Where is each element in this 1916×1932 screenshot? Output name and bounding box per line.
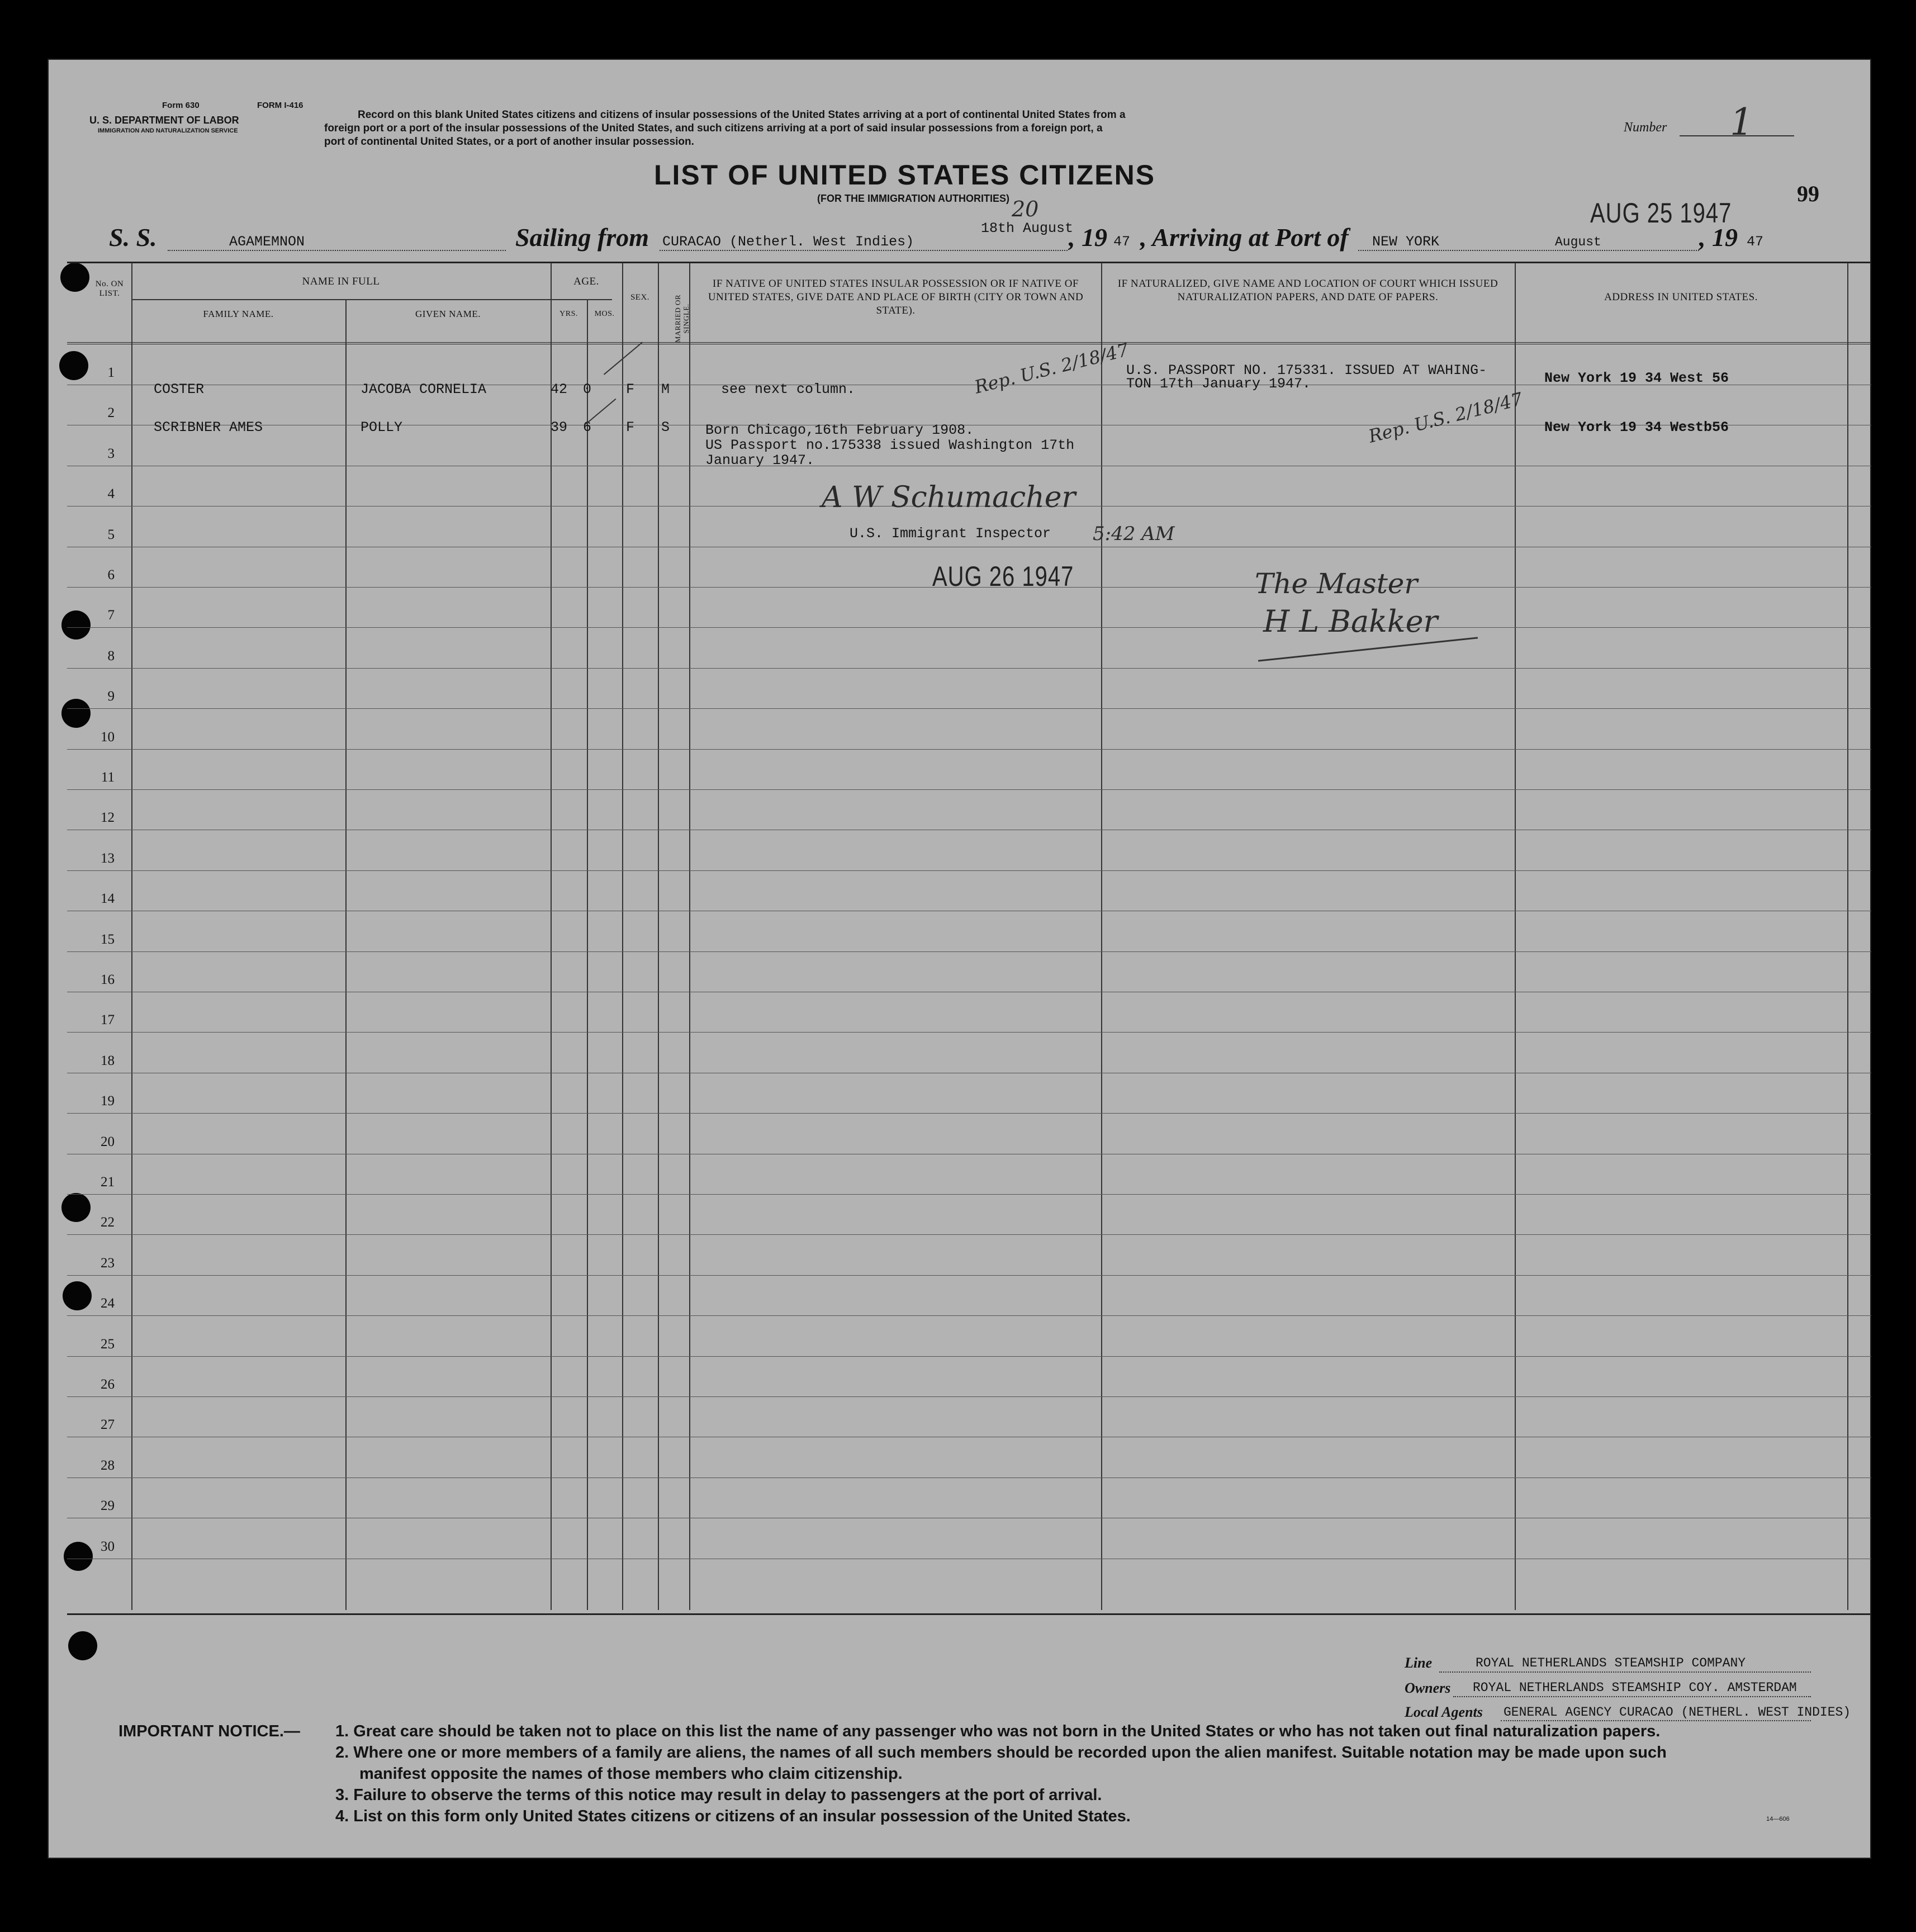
sailing-port: CURACAO (Netherl. West Indies) [662,234,914,250]
notice-item-4: 4. List on this form only United States citizens or citizens of an insular possession of the United States. [335,1807,1131,1825]
arrival-year-prefix: , 19 [1699,223,1738,252]
service: IMMIGRATION AND NATURALIZATION SERVICE [98,127,238,134]
passenger-2-birth-line3: January 1947. [705,452,815,468]
passenger-2-birth-line1: Born Chicago,16th February 1908. [705,422,974,438]
punch-hole [68,1631,97,1660]
row-number: 20 [101,1134,115,1149]
row-rule [67,1032,1871,1033]
notice-heading: IMPORTANT NOTICE.— [118,1722,300,1740]
passenger-2-address: New York 19 34 Westb56 [1544,419,1729,435]
passenger-1-naturalization-line1: U.S. PASSPORT NO. 175331. ISSUED AT WAHING- [1126,362,1487,378]
age-header-divider [551,299,612,300]
arrival-month: August [1555,235,1601,249]
row-rule [67,1113,1871,1114]
col-header-married: MARRIED OR SINGLE. [674,294,690,343]
agents-name: GENERAL AGENCY CURACAO (NETHERL. WEST INDIES) [1504,1705,1851,1720]
row-number: 28 [101,1458,115,1473]
inspection-date-stamp: AUG 26 1947 [932,561,1074,593]
sailing-label: Sailing from [515,223,649,252]
print-code: 14—606 [1766,1816,1790,1822]
passenger-1-age-months: 0 [583,381,592,397]
page-title: LIST OF UNITED STATES CITIZENS [654,159,1156,191]
passenger-1-family-name: COSTER [154,381,205,397]
column-rule [1515,263,1516,1610]
ship-line [168,250,506,251]
instructions-line: Record on this blank United States citizens and citizens of insular possessions of the United States arriving at a port of continental United States from a [358,109,1126,121]
row-number: 25 [101,1337,115,1352]
instructions [324,108,1554,149]
passenger-2-family-name: SCRIBNER AMES [154,419,263,435]
row-number: 3 [107,446,115,461]
notice-item-1: 1. Great care should be taken not to place on this list the name of any passenger who was not born in the United States or who has not taken out final naturalization papers. [335,1722,1661,1740]
column-rule [1101,263,1102,1610]
notice-items [335,1721,1844,1827]
row-rule [67,870,1871,871]
row-rule [67,1315,1871,1316]
row-number: 1 [107,365,115,380]
row-number: 5 [107,527,115,542]
row-number: 12 [101,810,115,825]
name-header-divider [131,299,551,300]
row-number: 17 [101,1012,115,1027]
row-number: 9 [107,689,115,704]
column-rule [622,263,623,1610]
form-id: FORM I-416 [257,101,303,110]
row-number: 21 [101,1175,115,1190]
passenger-1-address: New York 19 34 West 56 [1544,370,1729,386]
inspection-time: 5:42 AM [1093,523,1175,545]
column-rule [587,299,588,1610]
row-number: 8 [107,648,115,664]
notice-item-3: 3. Failure to observe the terms of this notice may result in delay to passengers at the port of arrival. [335,1786,1102,1804]
owners-rule [1453,1696,1811,1697]
passenger-1-given-name: JACOBA CORNELIA [361,381,487,397]
row-number: 22 [101,1215,115,1230]
notice-item-2-cont: manifest opposite the names of those members who claim citizenship. [359,1765,903,1783]
passenger-2-sex: F [626,419,635,435]
sailing-year: 47 [1113,234,1131,250]
column-rule [345,299,347,1610]
passenger-1-birth: see next column. [721,381,856,397]
row-rule [67,1194,1871,1195]
col-header-sex: SEX. [630,293,650,302]
row-number: 23 [101,1256,115,1271]
arrival-line [1358,250,1699,251]
form-number: Form 630 [162,101,200,110]
row-rule [67,668,1871,669]
owners-label: Owners [1405,1680,1451,1696]
instructions-line: foreign port or a port of the insular possessions of the United States, and such citizens arriving at a port of said insular possessions from a foreign port, a [324,122,1103,134]
column-rule [658,263,659,1610]
row-rule [67,789,1871,790]
row-number: 10 [101,730,115,745]
line-label: Line [1405,1655,1433,1671]
passenger-2-age-years: 39 [551,419,568,435]
master-label: The Master [1255,567,1418,600]
column-rule [131,263,132,1610]
passenger-1-naturalization-line2: TON 17th January 1947. [1126,376,1311,392]
owners-name: ROYAL NETHERLANDS STEAMSHIP COY. AMSTERDAM [1473,1680,1797,1695]
col-header-age: AGE. [573,276,599,287]
passenger-2-birth-line2: US Passport no.175338 issued Washington 17th [705,437,1075,453]
passenger-table [67,262,1871,1615]
row-number: 13 [101,851,115,866]
row-number: 30 [101,1539,115,1554]
row-number: 16 [101,972,115,987]
col-header-family-name: FAMILY NAME. [203,309,274,319]
notice-item-2: 2. Where one or more members of a family are aliens, the names of all such members should be recorded upon the alien manifest. Suitable notation may be made upon such [335,1744,1667,1761]
arrival-port: NEW YORK [1372,234,1440,250]
row-number: 26 [101,1377,115,1392]
row-number: 18 [101,1053,115,1068]
col-header-given-name: GIVEN NAME. [415,309,481,319]
instructions-line: port of continental United States, or a port of another insular possession. [324,136,694,148]
col-header-naturalized: IF NATURALIZED, GIVE NAME AND LOCATION OF COURT WHICH ISSUED NATURALIZATION PAPERS, AND DATE OF PAPERS. [1117,278,1498,303]
row-number: 19 [101,1093,115,1109]
master-signature: H L Bakker [1263,604,1438,639]
passenger-2-given-name: POLLY [361,419,403,435]
sailing-line [660,250,1068,251]
col-header-name-in-full: NAME IN FULL [302,276,380,287]
arrival-stamp: AUG 25 1947 [1590,198,1732,229]
col-header-mos: MOS. [594,310,615,318]
agents-label: Local Agents [1405,1704,1483,1720]
sailing-date-correction: 20 [1012,197,1039,221]
row-number: 27 [101,1417,115,1432]
column-rule [1847,263,1848,1610]
row-rule [67,1356,1871,1357]
passenger-1-marital-status: M [661,381,670,397]
passenger-1-birth-note: Rep. U.S. 2/18/47 [972,339,1131,398]
row-rule [67,1396,1871,1397]
inspector-signature: A W Schumacher [822,481,1076,514]
passenger-1-naturalization-note: Rep. U.S. 2/18/47 [1366,388,1525,447]
inspector-title: U.S. Immigrant Inspector [850,525,1051,542]
number-label: Number [1624,120,1667,135]
row-number: 4 [107,486,115,501]
page-subtitle: (FOR THE IMMIGRATION AUTHORITIES) [817,193,1009,204]
arriving-label: , Arriving at Port of [1140,223,1349,252]
row-number: 2 [107,405,115,420]
row-number: 7 [107,608,115,623]
column-rule [551,263,552,1610]
number-value: 1 [1730,101,1753,144]
year-prefix: , 19 [1069,223,1107,252]
sailing-date: 18th August [981,220,1074,236]
ship-name: AGAMEMNON [229,234,305,250]
row-rule [67,708,1871,709]
col-header-address: ADDRESS IN UNITED STATES. [1604,291,1758,303]
row-number: 29 [101,1498,115,1513]
col-header-yrs: YRS. [559,310,578,318]
row-rule [67,951,1871,952]
column-rule [689,263,690,1610]
department: U. S. DEPARTMENT OF LABOR [89,115,239,126]
arrival-year: 47 [1747,234,1764,250]
line-rule [1439,1671,1811,1673]
row-number: 11 [101,770,115,785]
row-number: 24 [101,1296,115,1311]
col-header-native: IF NATIVE OF UNITED STATES INSULAR POSSESSION OR IF NATIVE OF UNITED STATES, GIVE DATE AND PLACE OF BIRTH (CITY OR TOWN AND STATE). [708,278,1084,316]
page-number: 99 [1797,181,1819,206]
header-bottom-rule [67,342,1871,344]
line-name: ROYAL NETHERLANDS STEAMSHIP COMPANY [1476,1656,1746,1670]
row-number: 6 [107,567,115,583]
row-rule [67,1275,1871,1276]
row-rule [67,627,1871,628]
row-rule [67,749,1871,750]
passenger-2-marital-status: S [661,419,670,435]
row-rule [67,1234,1871,1235]
passenger-1-age-years: 42 [551,381,568,397]
row-number: 14 [101,891,115,906]
passenger-1-sex: F [626,381,635,397]
col-header-no: No. ON LIST. [95,280,124,298]
row-number: 15 [101,932,115,947]
passenger-2-age-months: 6 [583,419,592,435]
ss-label: S. S. [109,223,157,252]
